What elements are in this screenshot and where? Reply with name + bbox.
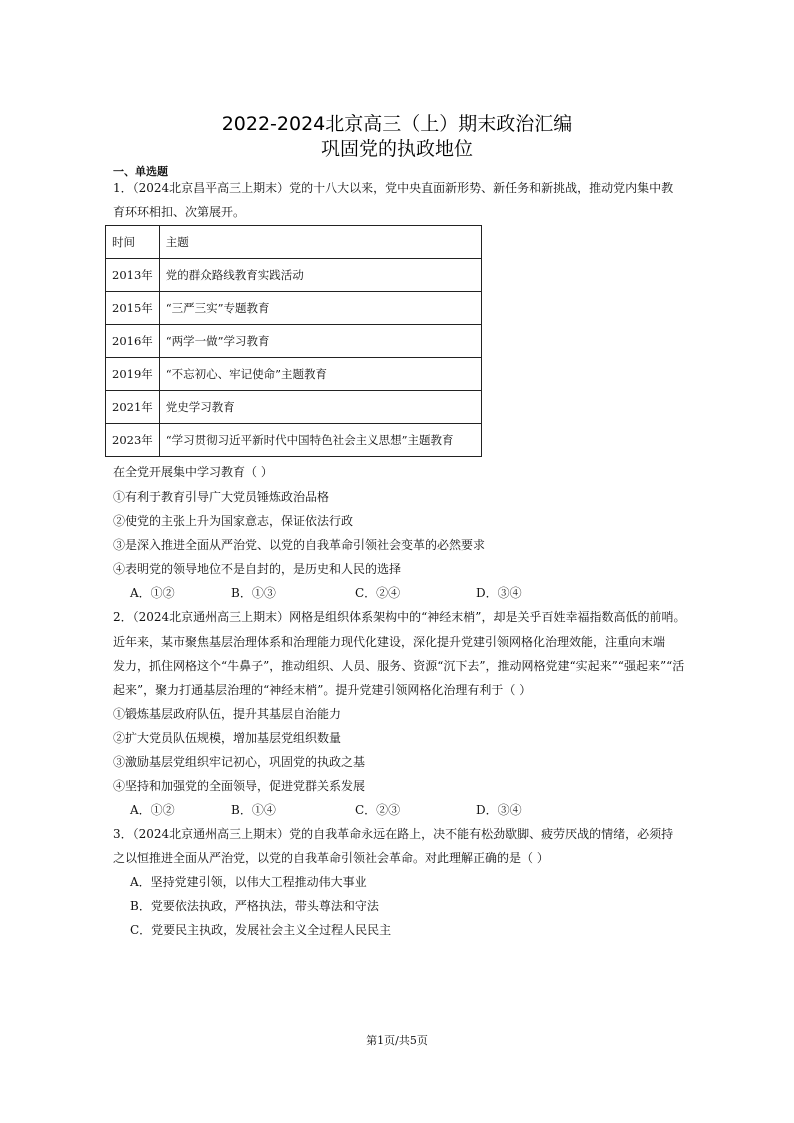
option-a[interactable]: A．坚持党建引领，以伟大工程推动伟大事业 [130,875,367,889]
q2-statement: ②扩大党员队伍规模，增加基层党组织数量 [113,731,342,745]
table-cell-year: 2021年 [106,391,160,424]
option-a[interactable]: A．①② [130,586,175,600]
table-header-row [106,226,482,259]
option-b[interactable]: B．①④ [231,803,276,817]
table-cell-theme: 党史学习教育 [159,391,481,424]
q3-stem-line: 3．（2024北京通州高三上期末）党的自我革命永远在路上，决不能有松劲歇脚、疲劳厌战的情绪，必须持 [113,827,674,841]
table-row [106,325,482,358]
table-header-cell: 主题 [159,226,481,259]
table-row [106,391,482,424]
q1-statement: ③是深入推进全面从严治党、以党的自我革命引领社会变革的必然要求 [113,538,486,552]
table-cell-theme: “不忘初心、牢记使命”主题教育 [159,358,481,391]
option-c[interactable]: C．党要民主执政，发展社会主义全过程人民民主 [130,923,392,937]
q1-table [105,225,482,457]
option-d[interactable]: D．③④ [476,586,522,600]
table-cell-year: 2015年 [106,292,160,325]
table-cell-year: 2013年 [106,259,160,292]
table-row [106,358,482,391]
table-cell-theme: “三严三实”专题教育 [159,292,481,325]
q2-stem-line: 近年来，某市聚焦基层治理体系和治理能力现代化建设，深化提升党建引领网格化治理效能，注重向末端 [113,635,666,649]
q3-stem-line: 之以恒推进全面从严治党，以党的自我革命引领社会革命。对此理解正确的是（ ） [113,851,549,865]
table-cell-year: 2019年 [106,358,160,391]
page-footer: 第1页/共5页 [366,1034,428,1047]
option-c[interactable]: C．②③ [355,803,401,817]
q2-stem-line: 发力，抓住网格这个“牛鼻子”，推动组织、人员、服务、资源“沉下去”，推动网格党建“实起来”“强起来”“活 [113,659,685,673]
table-cell-year: 2023年 [106,424,160,457]
option-a[interactable]: A．①② [130,803,175,817]
table-cell-theme: 党的群众路线教育实践活动 [159,259,481,292]
q1-statement: ②使党的主张上升为国家意志，保证依法行政 [113,514,354,528]
q2-statement: ①锻炼基层政府队伍，提升其基层自治能力 [113,707,342,721]
table-cell-year: 2016年 [106,325,160,358]
section-heading: 一、单选题 [113,165,168,178]
q1-stem-line: 育环环相扣、次第展开。 [113,205,246,219]
document-title: 2022-2024北京高三（上）期末政治汇编 [221,113,573,135]
q2-stem-line: 2．（2024北京通州高三上期末）网格是组织体系架构中的“神经末梢”，却是关乎百姓幸福指数高低的前哨。 [113,610,686,624]
q1-statement: ④表明党的领导地位不是自封的，是历史和人民的选择 [113,562,402,576]
q1-prompt: 在全党开展集中学习教育（ ） [113,465,273,479]
q2-stem-line: 起来”，聚力打通基层治理的“神经末梢”。提升党建引领网格化治理有利于（ ） [113,683,532,697]
table-header-cell: 时间 [106,226,160,259]
option-c[interactable]: C．②④ [355,586,401,600]
q1-stem-line: 1．（2024北京昌平高三上期末）党的十八大以来，党中央直面新形势、新任务和新挑战，推动党内集中教 [113,181,674,195]
q2-statement: ③激励基层党组织牢记初心，巩固党的执政之基 [113,755,366,769]
option-b[interactable]: B．①③ [231,586,276,600]
table-cell-theme: “两学一做”学习教育 [159,325,481,358]
q2-statement: ④坚持和加强党的全面领导，促进党群关系发展 [113,779,366,793]
q1-statement: ①有利于教育引导广大党员锤炼政治品格 [113,490,330,504]
table-row [106,259,482,292]
option-d[interactable]: D．③④ [476,803,522,817]
document-subtitle: 巩固党的执政地位 [320,138,473,160]
table-cell-theme: “学习贯彻习近平新时代中国特色社会主义思想”主题教育 [159,424,481,457]
option-b[interactable]: B．党要依法执政，严格执法，带头尊法和守法 [130,899,379,913]
table-row [106,424,482,457]
table-row [106,292,482,325]
